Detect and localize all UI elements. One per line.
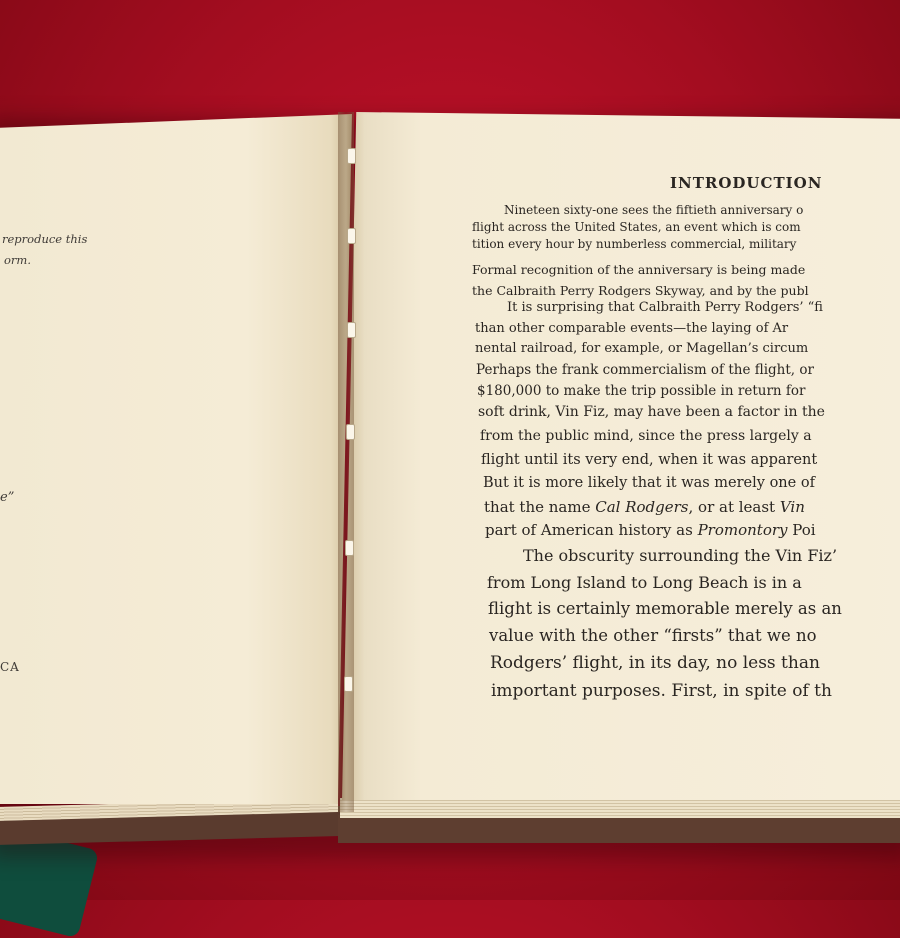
page-edges-right [340,798,900,818]
text-line: value with the other “firsts” that we no [489,626,817,645]
text-line [484,498,805,516]
text-line: important purposes. First, in spite of th [491,681,832,701]
binding-stitch [347,148,356,164]
book-cover-right [338,815,900,843]
text-line: tition every hour by numberless commercial, military [472,237,797,251]
left-page-text: reproduce this [2,232,88,246]
binding-stitch [347,228,356,244]
text-line: Perhaps the frank commercialism of the flight, or [476,362,814,378]
text-line: nental railroad, for example, or Magellan’s circum [475,341,809,356]
text-line: from the public mind, since the press largely a [480,428,812,444]
text-line [485,521,816,539]
text-line: The obscurity surrounding the Vin Fiz’ [523,546,838,565]
binding-stitch [347,322,356,338]
text-run: that the name [484,498,596,516]
text-line: Nineteen sixty-one sees the fiftieth anniversary o [504,203,804,217]
text-line: the Calbraith Perry Rodgers Skyway, and by the publ [472,283,809,298]
text-run: Poi [787,521,816,539]
left-page-text: e” [0,490,15,505]
left-page [0,114,352,804]
text-line: from Long Island to Long Beach is in a [487,573,802,592]
binding-stitch [345,540,354,556]
text-line: Rodgers’ flight, in its day, no less than [490,653,820,673]
text-line: $180,000 to make the trip possible in return for [477,383,806,399]
text-line: flight is certainly memorable merely as an [488,599,842,618]
text-line: Formal recognition of the anniversary is being made [472,262,806,277]
italic-name: Cal Rodgers [595,498,689,516]
text-line: soft drink, Vin Fiz, may have been a factor in the [478,404,825,420]
binding-stitch [346,424,355,440]
binding-stitch [344,676,353,692]
text-line: flight until its very end, when it was apparent [481,452,818,468]
book-gutter [338,112,354,812]
text-run: , or at least [688,498,780,516]
text-line: It is surprising that Calbraith Perry Rodgers’ “fi [507,300,823,315]
left-page-text: orm. [4,253,31,267]
italic-name: Vin [779,498,805,516]
italic-name: Promontory [697,521,788,539]
text-line: flight across the United States, an event which is com [472,220,801,234]
text-line: But it is more likely that it was merely one of [483,475,815,491]
left-page-text: CA [0,660,20,674]
text-run: part of American history as [485,521,698,539]
text-line: than other comparable events—the laying of Ar [475,321,789,336]
chapter-heading: INTRODUCTION [670,174,823,192]
